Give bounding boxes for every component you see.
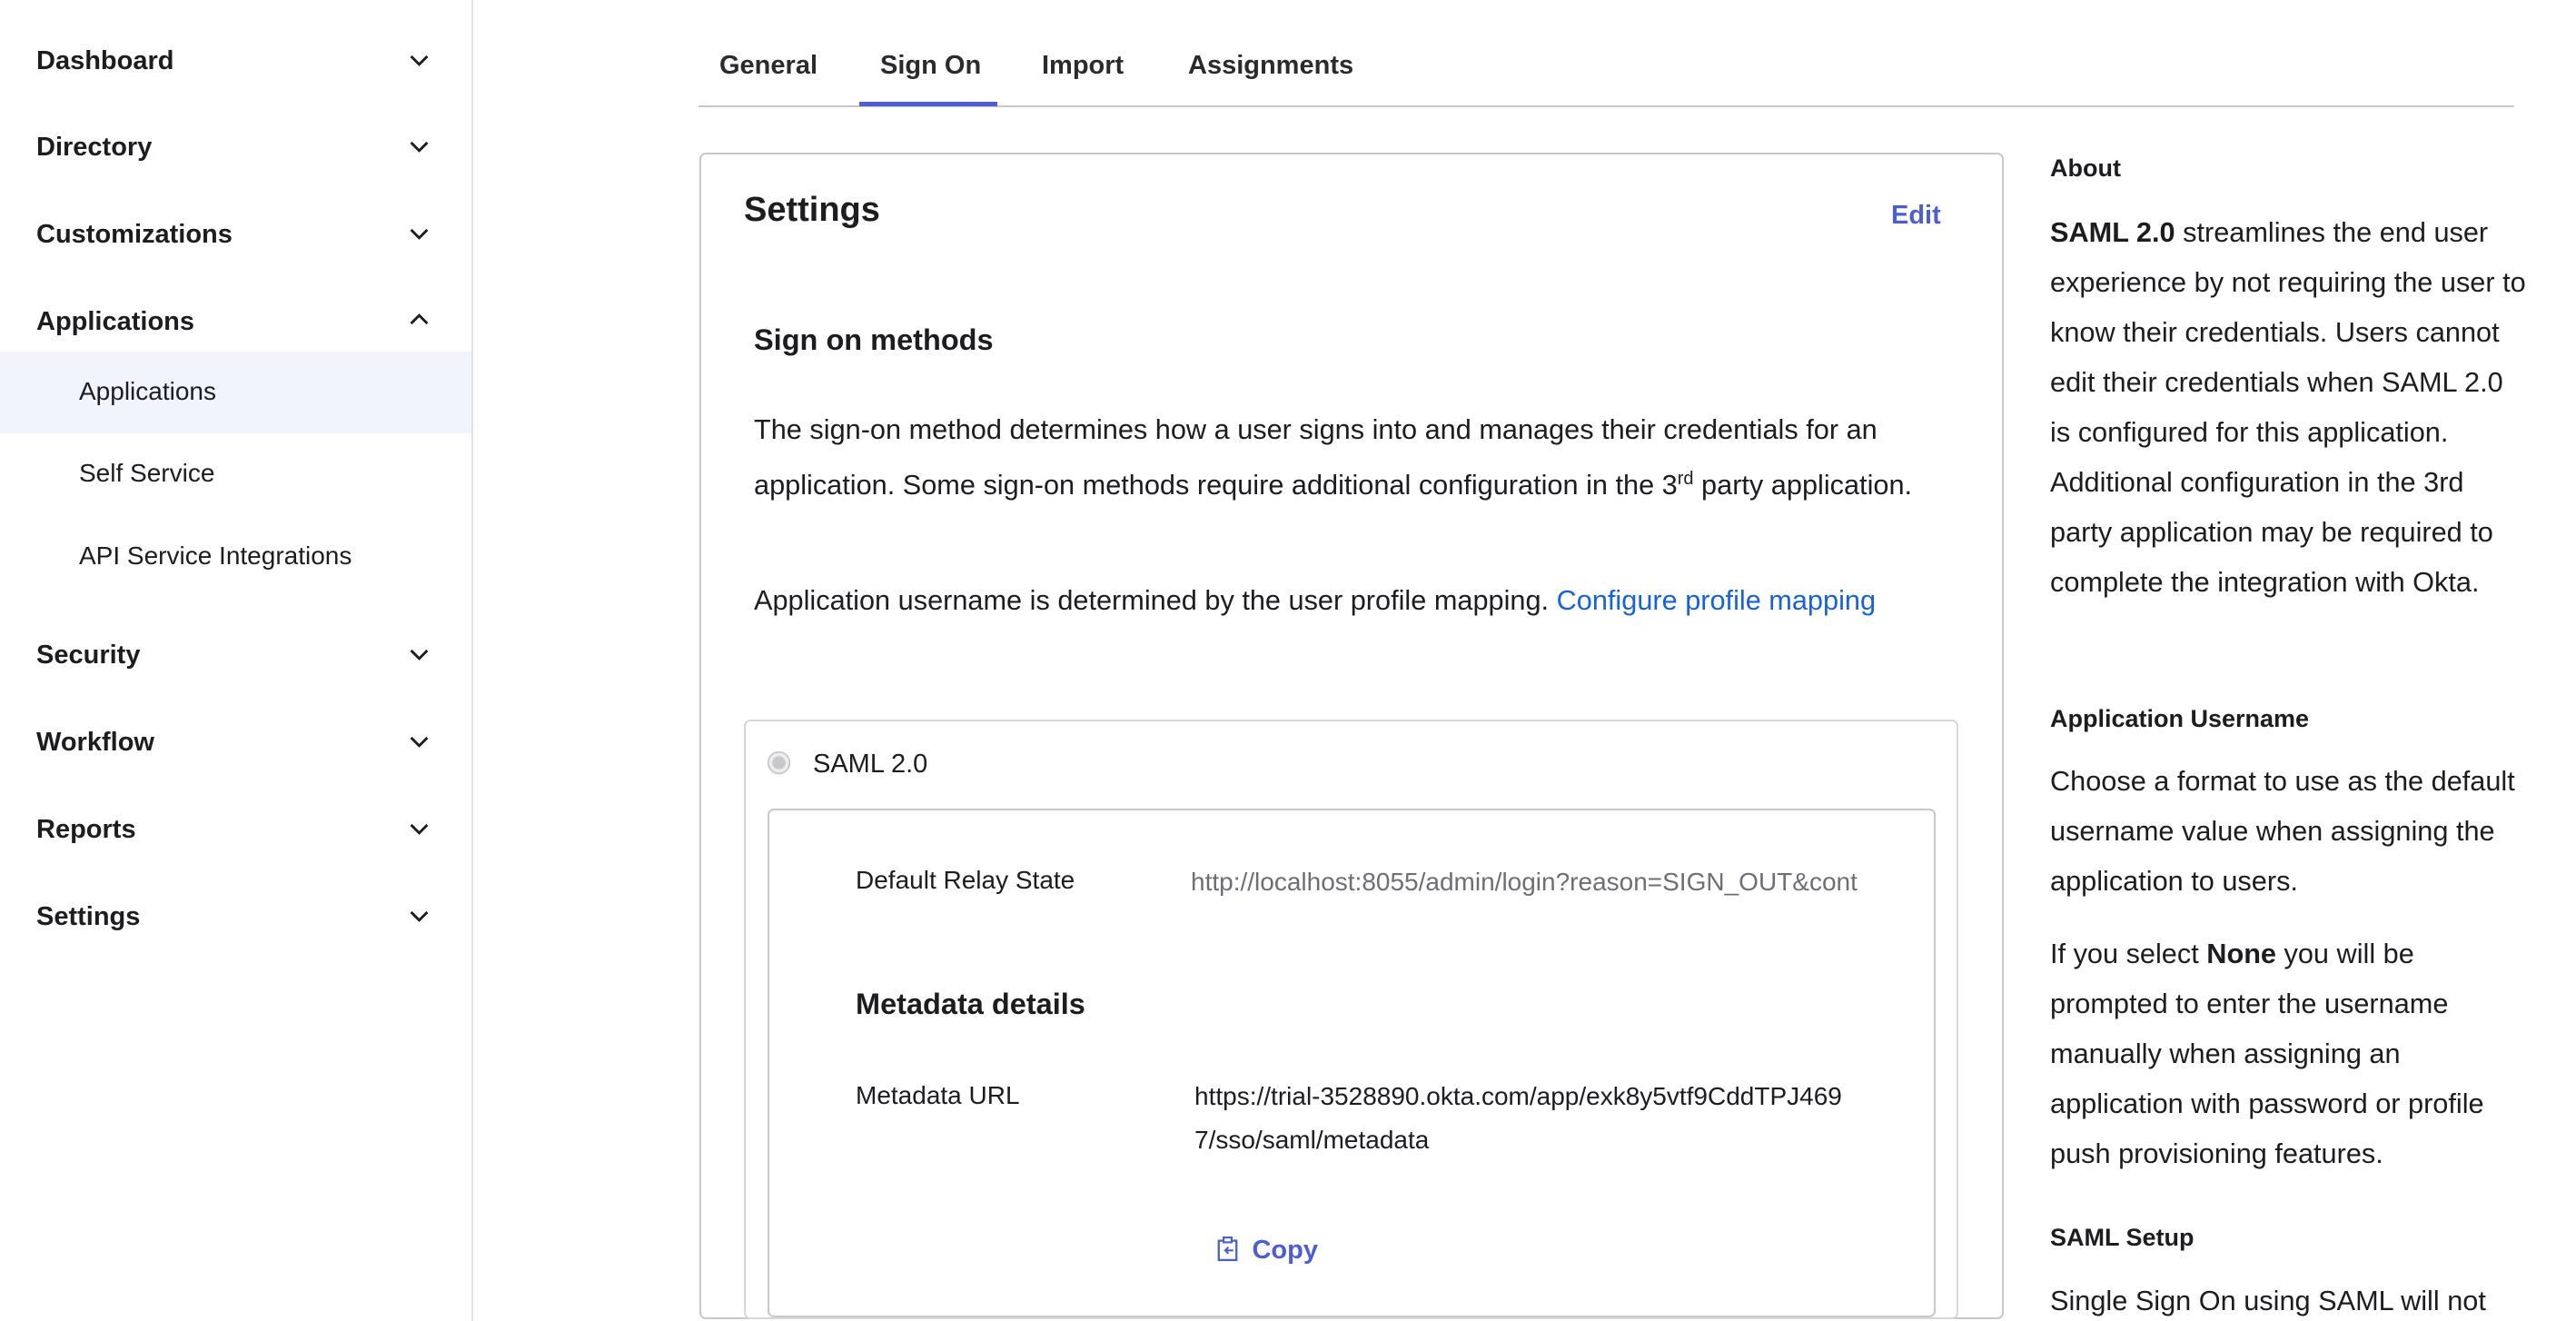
saml-label: SAML 2.0 [813, 750, 928, 779]
description-text-end: party application. [1693, 469, 1913, 502]
nav-label: Workflow [36, 728, 154, 757]
clipboard-icon [1217, 1236, 1238, 1262]
metadata-url-value: https://trial-3528890.okta.com/app/exk8y5vtf9CddTPJ4697/sso/saml/metadata [1194, 1082, 1842, 1154]
tab-assignments[interactable]: Assignments [1188, 51, 1354, 80]
saml-setup-text: Single Sign On using SAML will not [2050, 1285, 2486, 1316]
nav-directory[interactable] [0, 116, 471, 182]
username-text: Application username is determined by the user profile mapping. [754, 584, 1557, 616]
nav-label: Dashboard [36, 46, 174, 75]
nav-label: Directory [36, 133, 153, 162]
application-username-heading: Application Username [2050, 705, 2310, 732]
none-pre: If you select [2050, 938, 2207, 969]
relay-state-value: http://localhost:8055/admin/login?reason=SIGN_OUT&cont [1191, 868, 1858, 896]
username-description [754, 575, 1904, 625]
description-sup: rd [1677, 469, 1694, 489]
saml-setup-heading: SAML Setup [2050, 1224, 2195, 1251]
nav-sub-self-service[interactable] [0, 433, 471, 515]
nav-label: Security [36, 641, 141, 670]
chevron-down-icon [408, 730, 431, 752]
chevron-down-icon [408, 904, 431, 927]
sidebar [0, 0, 473, 1321]
tab-import[interactable]: Import [1042, 51, 1125, 80]
metadata-details-heading: Metadata details [856, 988, 1085, 1020]
description-text: The sign-on method determines how a user signs into and manages their credentials for an application. Some sign-on methods require additional configuration in the 3 [754, 413, 1878, 502]
copy-button[interactable] [1217, 1236, 1318, 1266]
nav-security[interactable] [0, 624, 471, 690]
nav-reports[interactable] [0, 799, 471, 864]
active-tab-indicator [859, 102, 997, 106]
nav-sub-applications[interactable] [0, 352, 471, 433]
sign-on-methods-heading: Sign on methods [754, 323, 994, 356]
tab-sign-on[interactable]: Sign On [880, 51, 982, 80]
chevron-up-icon [408, 309, 431, 332]
username-help-text: Choose a format to use as the default username value when assigning the application to users. [2050, 765, 2515, 897]
nav-workflow[interactable] [0, 711, 471, 777]
chevron-down-icon [408, 642, 431, 665]
about-rest: streamlines the end user experience by not requiring the user to know their credentials. Users cannot edit their credentials when SAML 2.0 is configured for this application. Additional configuration in the 3rd party application may be required to complete the integration with Okta. [2050, 216, 2526, 598]
about-text [2050, 207, 2527, 607]
nav-label: Applications [36, 307, 195, 336]
none-help-text [2050, 929, 2518, 1178]
nav-applications[interactable] [0, 291, 471, 356]
nav-label: Reports [36, 815, 136, 844]
configure-profile-mapping-link[interactable]: Configure profile mapping [1556, 584, 1877, 616]
copy-label: Copy [1252, 1236, 1318, 1265]
nav-label: Applications [79, 377, 216, 405]
saml-radio[interactable] [766, 750, 792, 776]
none-bold: None [2206, 938, 2276, 969]
chevron-down-icon [408, 817, 431, 839]
sign-on-description [754, 404, 1937, 510]
tab-general[interactable]: General [719, 51, 817, 80]
nav-label: Settings [36, 902, 141, 931]
settings-title: Settings [744, 191, 880, 229]
edit-button[interactable]: Edit [1891, 201, 1941, 230]
none-rest: you will be prompted to enter the username manually when assigning an application with password or profile push provisioning features. [2050, 938, 2484, 1169]
chevron-down-icon [408, 134, 431, 157]
about-heading: About [2050, 154, 2121, 182]
nav-customizations[interactable] [0, 204, 471, 269]
chevron-down-icon [408, 48, 431, 71]
nav-label: API Service Integrations [79, 541, 352, 570]
chevron-down-icon [408, 222, 431, 244]
nav-sub-api-service-integrations[interactable] [0, 516, 471, 598]
metadata-url-label: Metadata URL [856, 1081, 1020, 1109]
about-bold: SAML 2.0 [2050, 216, 2175, 248]
relay-state-label: Default Relay State [856, 866, 1075, 894]
nav-label: Customizations [36, 220, 233, 249]
nav-dashboard[interactable] [0, 30, 471, 95]
nav-label: Self Service [79, 459, 215, 487]
nav-settings[interactable] [0, 886, 471, 951]
